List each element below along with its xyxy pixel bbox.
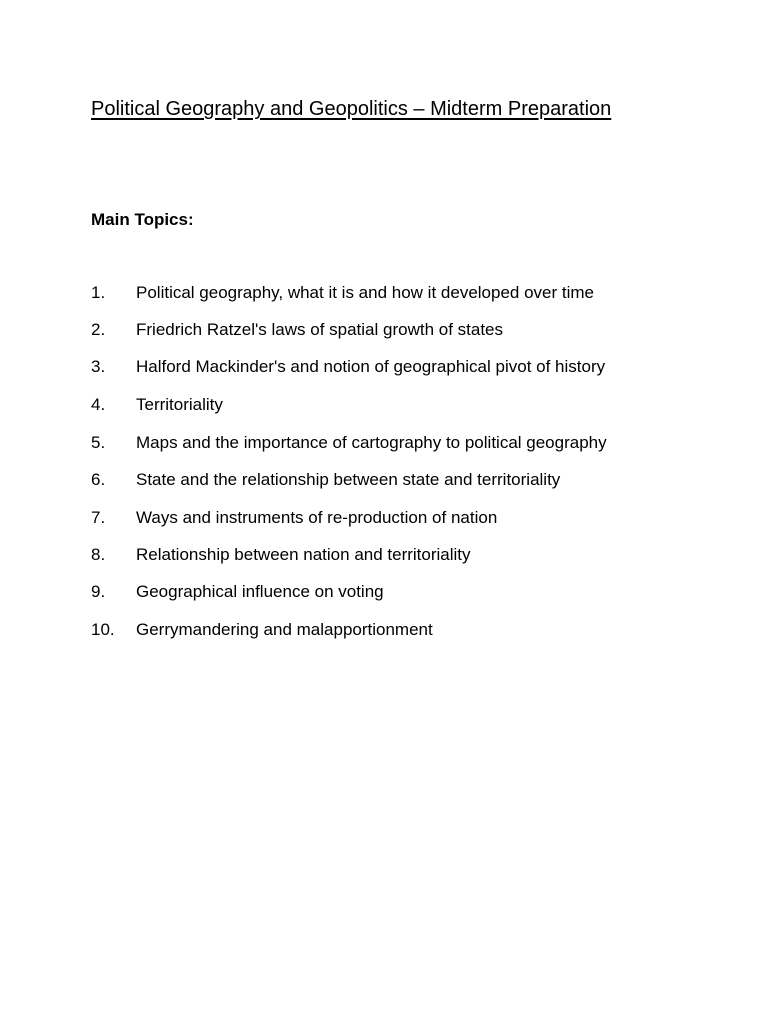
list-item	[0, 506, 768, 530]
list-item-number: 5.	[91, 433, 106, 452]
list-item-number: 2.	[91, 320, 106, 339]
list-item	[0, 318, 768, 342]
list-item	[0, 580, 768, 604]
list-item-number: 9.	[91, 582, 106, 601]
list-item-text: Ways and instruments of re-production of nation	[136, 508, 498, 527]
list-item-text: Maps and the importance of cartography to political geography	[136, 433, 607, 452]
list-item	[0, 281, 768, 305]
list-item-text: Gerrymandering and malapportionment	[136, 620, 433, 639]
list-item-number: 8.	[91, 545, 106, 564]
list-item	[0, 468, 768, 492]
list-item-number: 10.	[91, 620, 115, 639]
list-item-text: Halford Mackinder's and notion of geographical pivot of history	[136, 357, 606, 376]
document-title: Political Geography and Geopolitics – Midterm Preparation	[91, 98, 612, 120]
list-item-text: Friedrich Ratzel's laws of spatial growth of states	[136, 320, 504, 339]
list-item-text: Geographical influence on voting	[136, 582, 384, 601]
list-item-text: Relationship between nation and territoriality	[136, 545, 471, 564]
list-item	[0, 393, 768, 417]
list-item-text: State and the relationship between state and territoriality	[136, 470, 561, 489]
list-item-number: 1.	[91, 283, 106, 302]
list-item	[0, 543, 768, 567]
list-item-text: Political geography, what it is and how it developed over time	[136, 283, 594, 302]
section-heading: Main Topics:	[91, 210, 194, 229]
list-item	[0, 431, 768, 455]
list-item-number: 3.	[91, 357, 106, 376]
list-item	[0, 355, 768, 379]
list-item-number: 4.	[91, 395, 106, 414]
list-item-text: Territoriality	[136, 395, 223, 414]
list-item	[0, 618, 768, 642]
list-item-number: 7.	[91, 508, 106, 527]
list-item-number: 6.	[91, 470, 106, 489]
